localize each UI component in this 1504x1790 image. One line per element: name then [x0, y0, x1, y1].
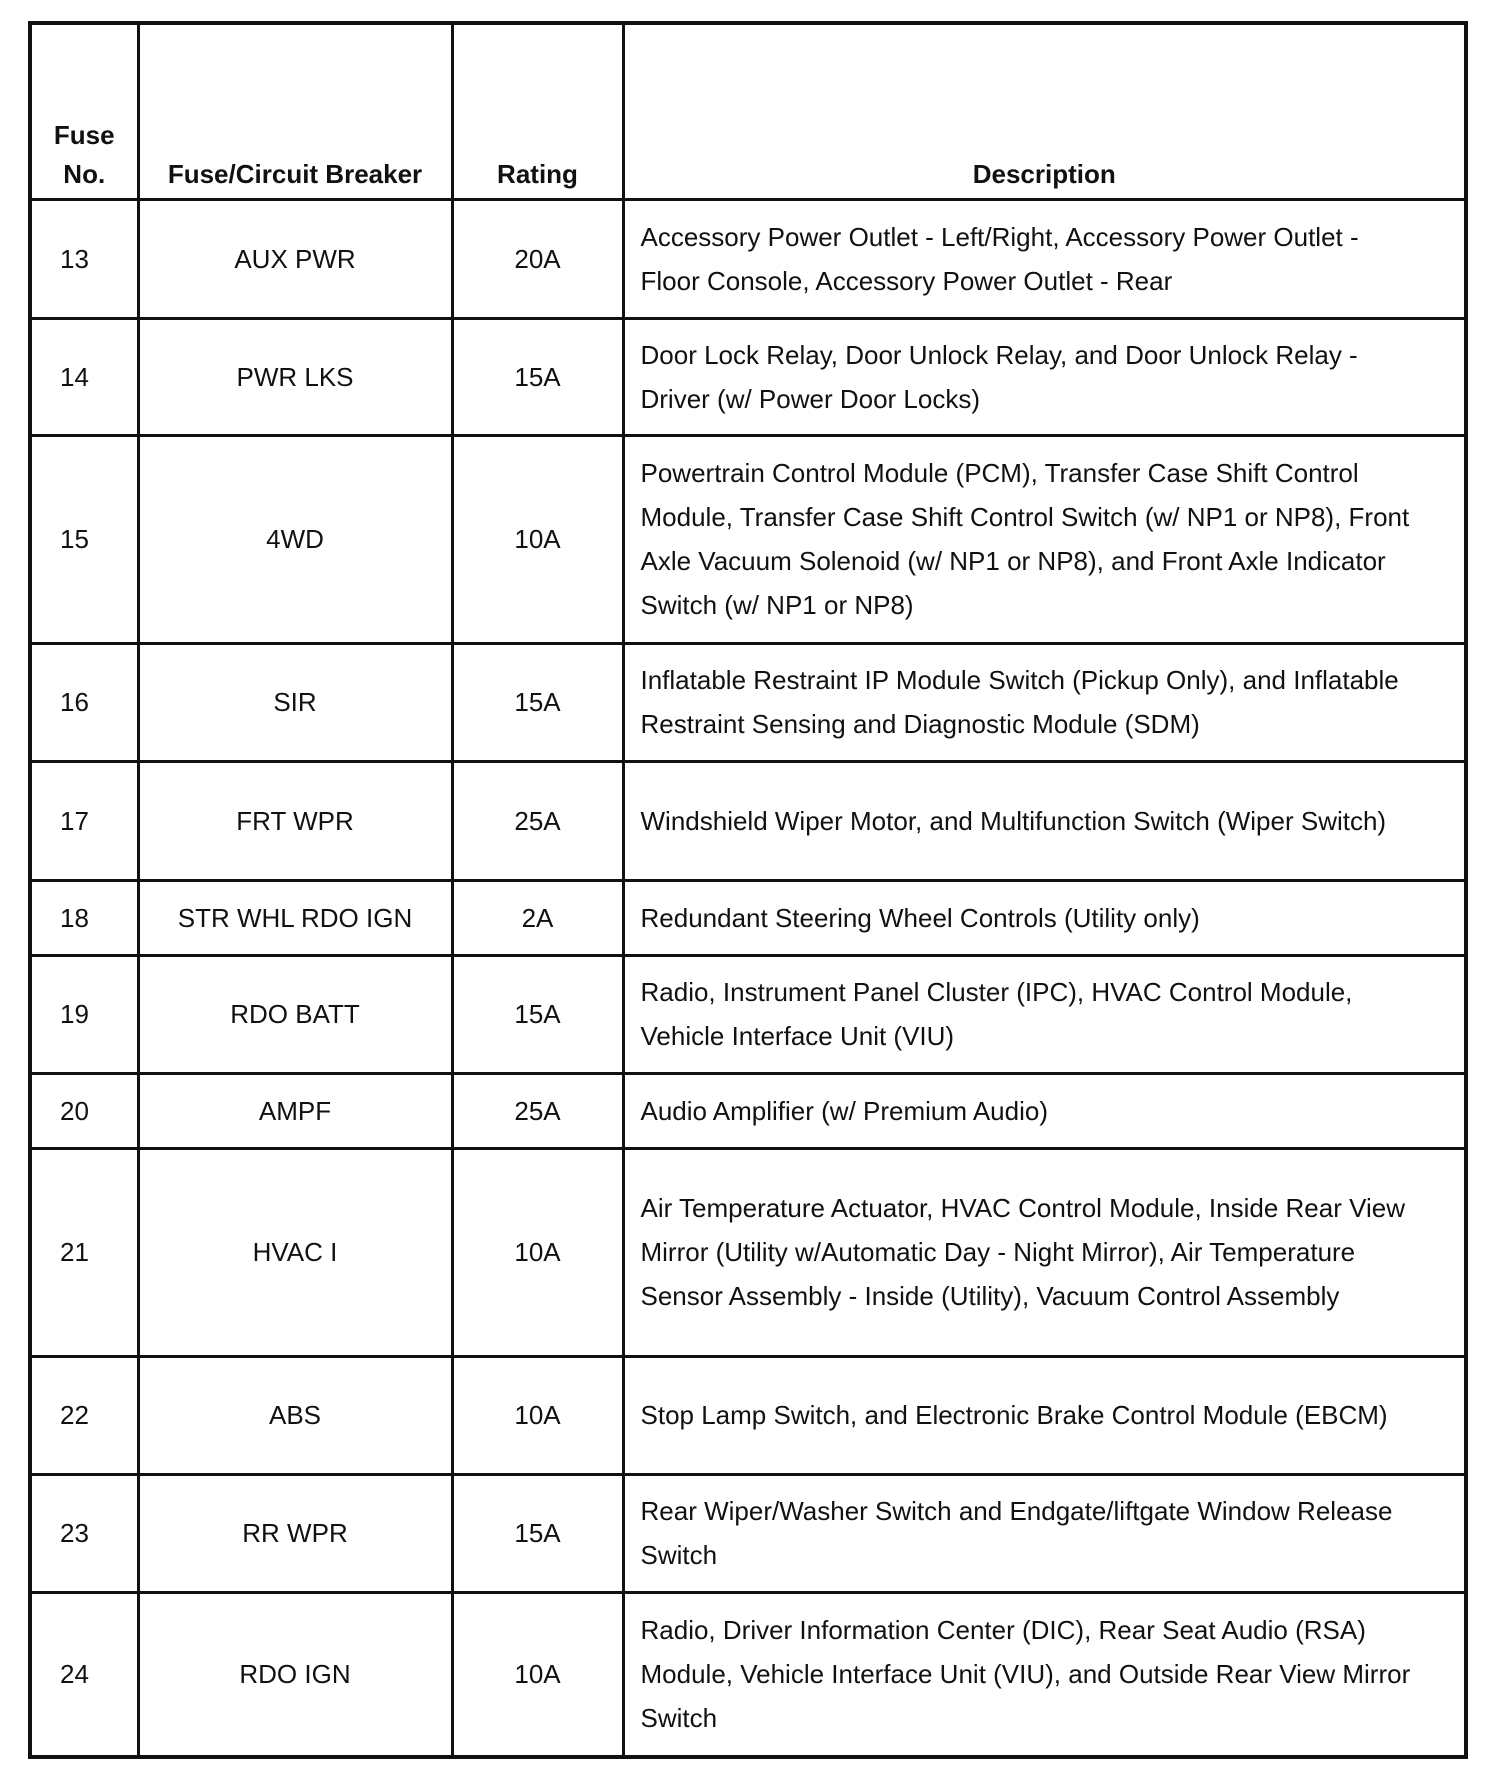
table-row	[30, 199, 1466, 318]
fuse-number: 24	[30, 1592, 138, 1757]
fuse-number: 16	[30, 643, 138, 761]
fuse-rating: 10A	[452, 1148, 623, 1356]
fuse-rating: 2A	[452, 880, 623, 955]
fuse-rating: 15A	[452, 643, 623, 761]
fuse-description: Radio, Instrument Panel Cluster (IPC), HVAC Control Module, Vehicle Interface Unit (VIU)	[623, 955, 1466, 1073]
table-row	[30, 761, 1466, 880]
fuse-rating: 15A	[452, 955, 623, 1073]
fuse-circuit-name: SIR	[138, 643, 452, 761]
fuse-description: Powertrain Control Module (PCM), Transfer Case Shift Control Module, Transfer Case Shift Control Switch (w/ NP1 or NP8), Front Axle Vacuum Solenoid (w/ NP1 or NP8), and Front Axle Indicator Switch (w/ NP1 or NP8)	[623, 435, 1466, 643]
fuse-description: Audio Amplifier (w/ Premium Audio)	[623, 1073, 1466, 1148]
fuse-rating: 15A	[452, 318, 623, 435]
fuse-rating: 20A	[452, 199, 623, 318]
fuse-number: 13	[30, 199, 138, 318]
header-fuse-no: Fuse No.	[30, 23, 138, 199]
fuse-circuit-name: STR WHL RDO IGN	[138, 880, 452, 955]
fuse-description: Inflatable Restraint IP Module Switch (Pickup Only), and Inflatable Restraint Sensing and Diagnostic Module (SDM)	[623, 643, 1466, 761]
table-row	[30, 643, 1466, 761]
fuse-number: 18	[30, 880, 138, 955]
fuse-rating: 15A	[452, 1474, 623, 1592]
fuse-circuit-name: RDO BATT	[138, 955, 452, 1073]
fuse-table	[28, 21, 1468, 1759]
fuse-circuit-name: AUX PWR	[138, 199, 452, 318]
fuse-description: Windshield Wiper Motor, and Multifunction Switch (Wiper Switch)	[623, 761, 1466, 880]
fuse-circuit-name: RR WPR	[138, 1474, 452, 1592]
fuse-description: Stop Lamp Switch, and Electronic Brake Control Module (EBCM)	[623, 1356, 1466, 1474]
header-description: Description	[623, 23, 1466, 199]
fuse-description: Rear Wiper/Washer Switch and Endgate/liftgate Window Release Switch	[623, 1474, 1466, 1592]
fuse-circuit-name: PWR LKS	[138, 318, 452, 435]
fuse-rating: 25A	[452, 761, 623, 880]
fuse-number: 20	[30, 1073, 138, 1148]
fuse-circuit-name: RDO IGN	[138, 1592, 452, 1757]
header-fuse-circuit-breaker: Fuse/Circuit Breaker	[138, 23, 452, 199]
fuse-number: 22	[30, 1356, 138, 1474]
fuse-number: 21	[30, 1148, 138, 1356]
fuse-circuit-name: HVAC I	[138, 1148, 452, 1356]
fuse-circuit-name: ABS	[138, 1356, 452, 1474]
header-row	[30, 23, 1466, 199]
fuse-number: 14	[30, 318, 138, 435]
fuse-rating: 10A	[452, 1592, 623, 1757]
fuse-number: 15	[30, 435, 138, 643]
fuse-description: Redundant Steering Wheel Controls (Utility only)	[623, 880, 1466, 955]
table-row	[30, 318, 1466, 435]
table-row	[30, 1474, 1466, 1592]
fuse-circuit-name: 4WD	[138, 435, 452, 643]
fuse-rating: 10A	[452, 1356, 623, 1474]
table-row	[30, 1148, 1466, 1356]
fuse-description: Radio, Driver Information Center (DIC), Rear Seat Audio (RSA) Module, Vehicle Interface Unit (VIU), and Outside Rear View Mirror Switch	[623, 1592, 1466, 1757]
fuse-rating: 10A	[452, 435, 623, 643]
fuse-circuit-name: FRT WPR	[138, 761, 452, 880]
table-row	[30, 1356, 1466, 1474]
fuse-description: Accessory Power Outlet - Left/Right, Accessory Power Outlet - Floor Console, Accessory Power Outlet - Rear	[623, 199, 1466, 318]
table-row	[30, 435, 1466, 643]
fuse-rating: 25A	[452, 1073, 623, 1148]
fuse-number: 23	[30, 1474, 138, 1592]
header-rating: Rating	[452, 23, 623, 199]
table-row	[30, 1073, 1466, 1148]
fuse-number: 19	[30, 955, 138, 1073]
fuse-description: Door Lock Relay, Door Unlock Relay, and Door Unlock Relay - Driver (w/ Power Door Locks)	[623, 318, 1466, 435]
table-row	[30, 880, 1466, 955]
fuse-circuit-name: AMPF	[138, 1073, 452, 1148]
table-row	[30, 1592, 1466, 1757]
fuse-description: Air Temperature Actuator, HVAC Control Module, Inside Rear View Mirror (Utility w/Automatic Day - Night Mirror), Air Temperature Sensor Assembly - Inside (Utility), Vacuum Control Assembly	[623, 1148, 1466, 1356]
fuse-number: 17	[30, 761, 138, 880]
table-row	[30, 955, 1466, 1073]
